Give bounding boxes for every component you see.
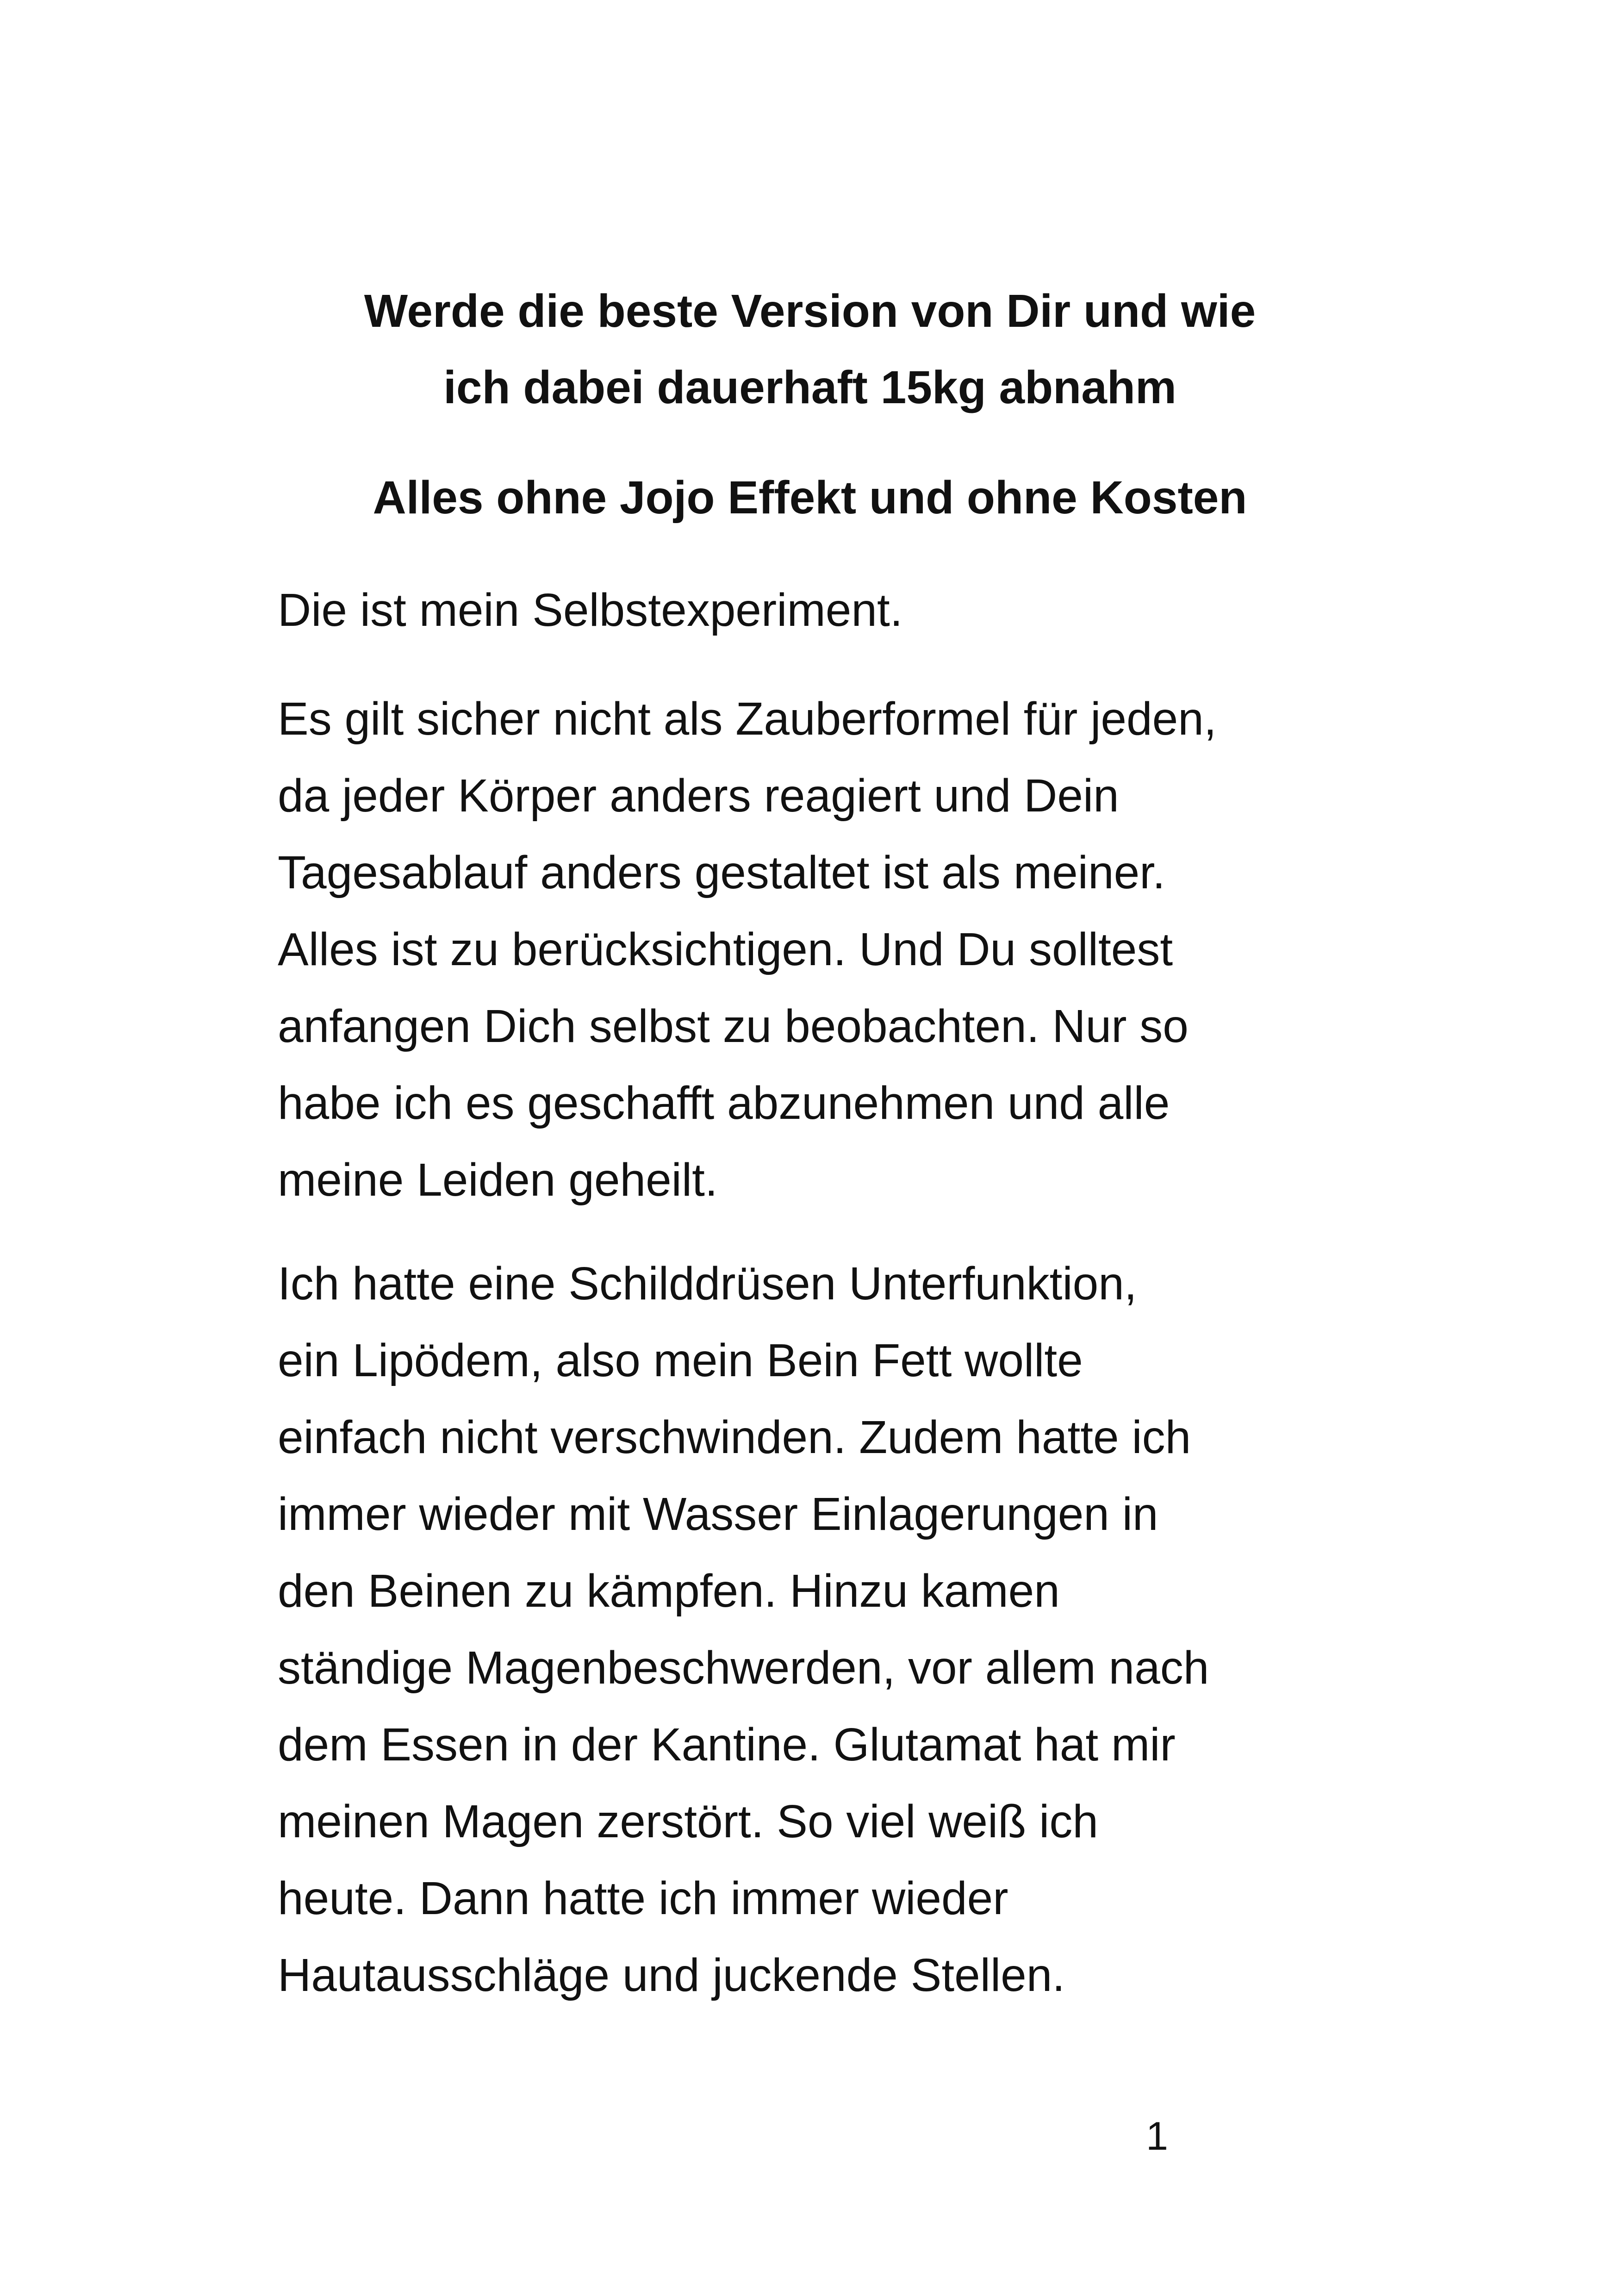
paragraph-line: dem Essen in der Kantine. Glutamat hat mir — [278, 1719, 1176, 1771]
paragraph-line: Es gilt sicher nicht als Zauberformel für jeden, — [278, 693, 1217, 745]
paragraph-line: meinen Magen zerstört. So viel weiß ich — [278, 1796, 1098, 1847]
paragraph-line: ein Lipödem, also mein Bein Fett wollte — [278, 1335, 1083, 1386]
paragraph-line: da jeder Körper anders reagiert und Dein — [278, 770, 1119, 822]
paragraph-line: einfach nicht verschwinden. Zudem hatte ich — [278, 1411, 1191, 1463]
title-line-2: ich dabei dauerhaft 15kg abnahm — [443, 362, 1176, 413]
paragraph-line: immer wieder mit Wasser Einlagerungen in — [278, 1488, 1158, 1540]
page-number: 1 — [1146, 2114, 1168, 2159]
paragraph-1 — [278, 572, 1388, 649]
paragraph-line: anfangen Dich selbst zu beobachten. Nur so — [278, 1000, 1189, 1052]
document-subtitle: Alles ohne Jojo Effekt und ohne Kosten — [373, 472, 1247, 524]
title-line-1: Werde die beste Version von Dir und wie — [364, 285, 1256, 337]
paragraph-3 — [278, 1245, 1388, 2014]
paragraph-line: Tagesablauf anders gestaltet ist als meiner. — [278, 847, 1165, 898]
paragraph-line: Alles ist zu berücksichtigen. Und Du solltest — [278, 923, 1173, 975]
document-title — [259, 273, 1361, 426]
paragraph-2 — [278, 680, 1388, 1218]
paragraph-line: ständige Magenbeschwerden, vor allem nach — [278, 1642, 1209, 1694]
paragraph-line: heute. Dann hatte ich immer wieder — [278, 1872, 1008, 1924]
paragraph-line: Hautausschläge und juckende Stellen. — [278, 1949, 1065, 2001]
paragraph-line: Ich hatte eine Schilddrüsen Unterfunktion, — [278, 1258, 1137, 1310]
paragraph-line: den Beinen zu kämpfen. Hinzu kamen — [278, 1565, 1060, 1617]
paragraph-line: habe ich es geschafft abzunehmen und alle — [278, 1077, 1170, 1129]
paragraph-line: Die ist mein Selbstexperiment. — [278, 584, 903, 636]
paragraph-line: meine Leiden geheilt. — [278, 1154, 718, 1206]
